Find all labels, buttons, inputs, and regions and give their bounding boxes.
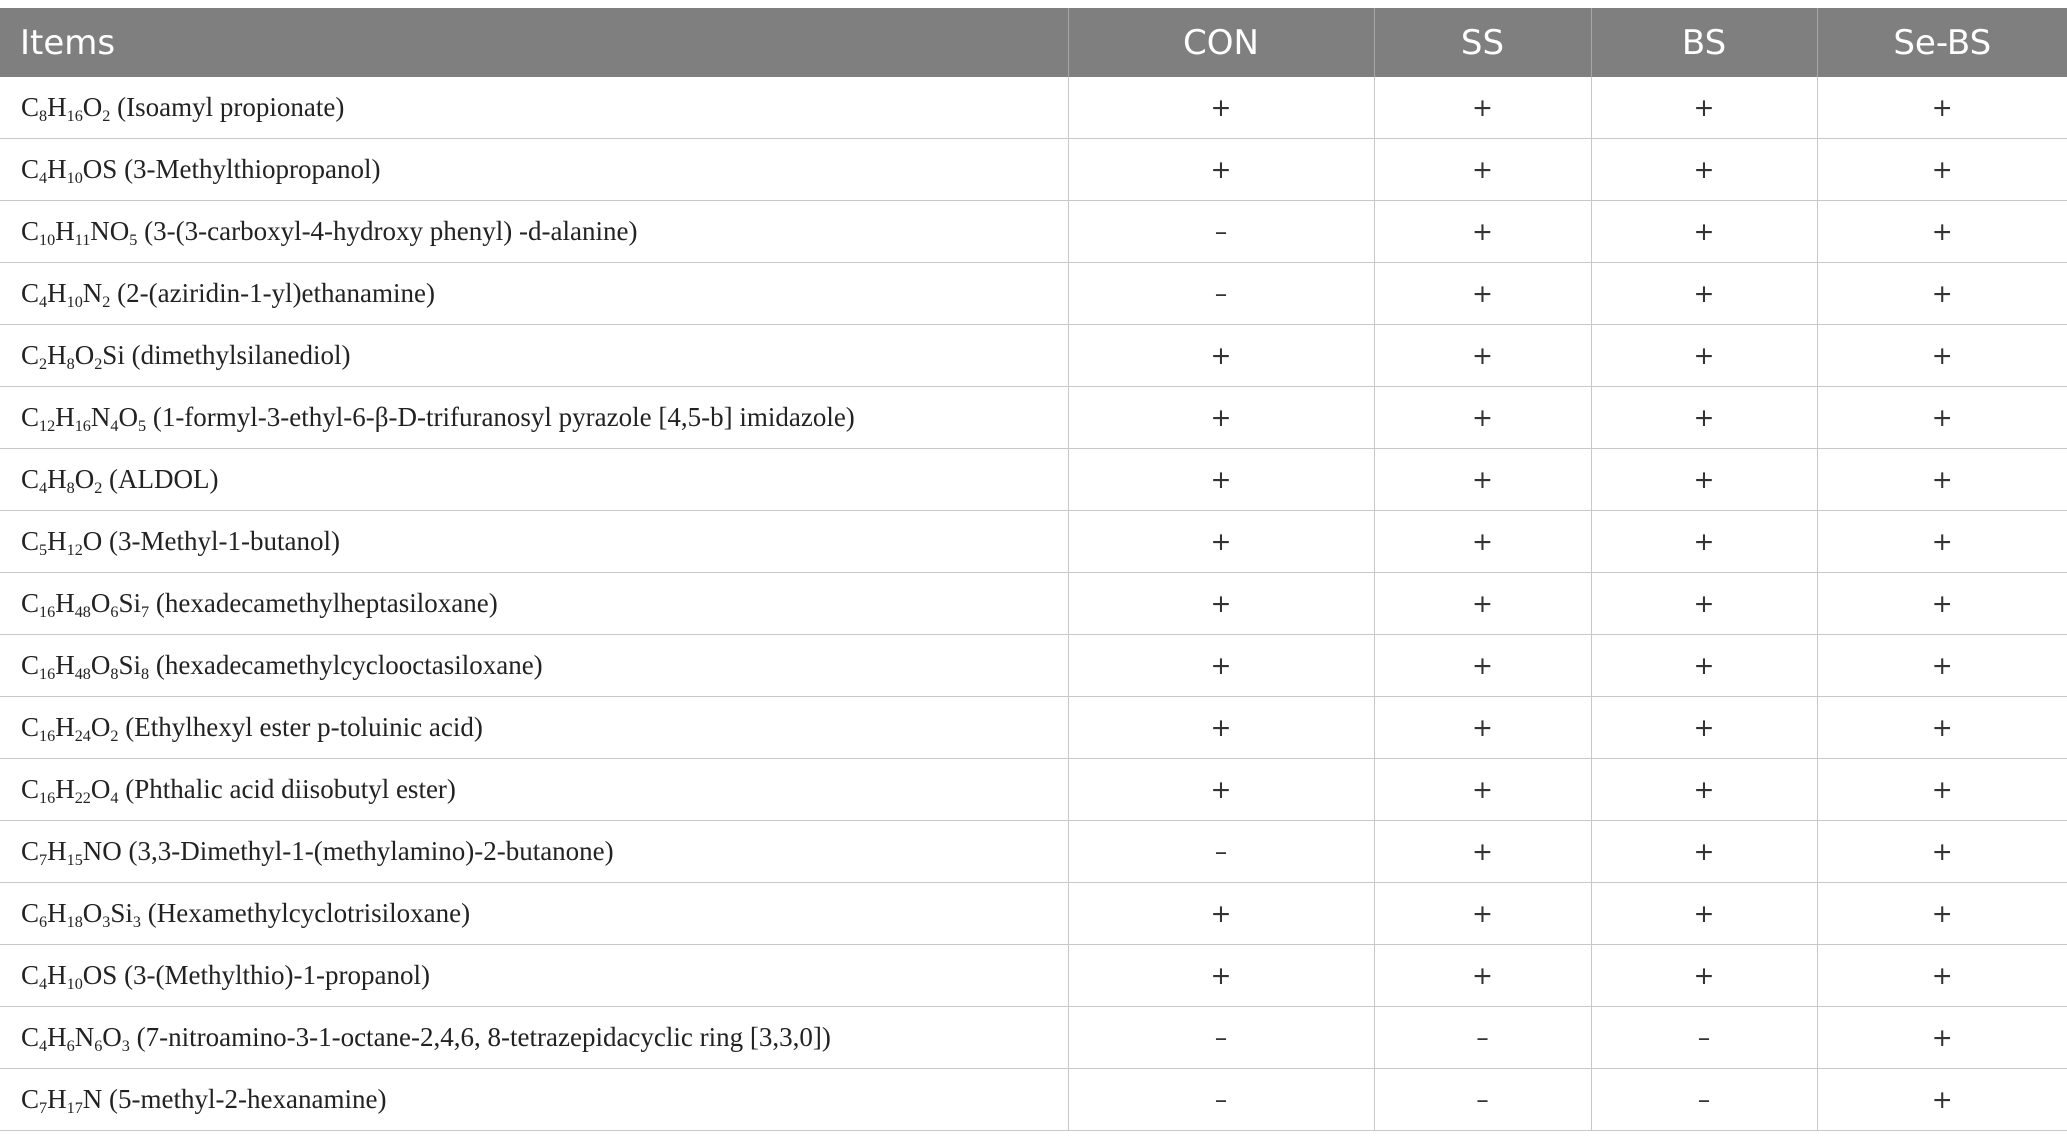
formula-subscript: 10 [66,975,83,994]
formula-element: C [21,464,40,494]
mark-ss: + [1374,573,1591,635]
table-row [0,635,2067,697]
formula-subscript: 15 [66,851,83,870]
formula-subscript: 8 [110,665,119,684]
formula-element: O [118,402,138,432]
mark-se-bs: + [1817,635,2067,697]
item-cell [0,77,1068,139]
mark-con: – [1068,1007,1374,1069]
formula-subscript: 2 [94,479,103,498]
mark-ss: – [1374,1069,1591,1131]
formula-subscript: 16 [39,727,56,746]
table-row [0,263,2067,325]
formula-element: H [47,526,67,556]
item-cell [0,945,1068,1007]
mark-se-bs: + [1817,325,2067,387]
formula-subscript: 48 [74,665,91,684]
table-row [0,759,2067,821]
formula-subscript: 16 [39,603,56,622]
formula-element: C [21,154,40,184]
item-cell [0,697,1068,759]
formula-subscript: 2 [94,355,103,374]
mark-ss: + [1374,201,1591,263]
formula-subscript: 12 [39,417,56,436]
formula-element: H [55,774,75,804]
formula-element: C [21,960,40,990]
mark-bs: + [1591,139,1817,201]
item-cell [0,325,1068,387]
mark-se-bs: + [1817,201,2067,263]
mark-ss: + [1374,945,1591,1007]
formula-subscript: 5 [129,231,138,250]
formula-subscript: 22 [74,789,91,808]
formula-subscript: 4 [39,479,48,498]
mark-con: – [1068,263,1374,325]
item-cell [0,139,1068,201]
formula-element: Si [118,650,142,680]
mark-con: + [1068,697,1374,759]
compound-name: (3,3-Dimethyl-1-(methylamino)-2-butanone) [121,836,614,866]
table-row [0,883,2067,945]
mark-se-bs: + [1817,1007,2067,1069]
table-row [0,1007,2067,1069]
mark-se-bs: + [1817,945,2067,1007]
compound-name: (3-Methylthiopropanol) [117,154,381,184]
item-cell [0,635,1068,697]
formula-subscript: 4 [39,293,48,312]
mark-ss: + [1374,635,1591,697]
formula-element: C [21,216,40,246]
formula-subscript: 24 [74,727,91,746]
mark-con: + [1068,945,1374,1007]
formula-element: H [47,92,67,122]
mark-se-bs: + [1817,449,2067,511]
mark-con: + [1068,449,1374,511]
formula-element: C [21,898,40,928]
formula-element: O [82,526,103,556]
compound-name: (3-Methyl-1-butanol) [102,526,340,556]
item-cell [0,387,1068,449]
formula-subscript: 7 [141,603,150,622]
mark-se-bs: + [1817,697,2067,759]
compound-name: (7-nitroamino-3-1-octane-2,4,6, 8-tetrazepidacyclic ring [3,3,0]) [129,1022,831,1052]
formula-element: Si [110,898,133,928]
mark-con: + [1068,759,1374,821]
formula-subscript: 4 [39,169,48,188]
compound-name: (hexadecamethylcyclooctasiloxane) [149,650,543,680]
formula-element: C [21,774,40,804]
item-cell [0,449,1068,511]
header-bs: BS [1591,8,1817,77]
mark-ss: + [1374,511,1591,573]
table-row [0,77,2067,139]
mark-con: + [1068,77,1374,139]
formula-element: NO [82,836,122,866]
formula-subscript: 2 [39,355,48,374]
formula-subscript: 8 [66,479,75,498]
formula-element: Si [118,588,142,618]
compound-name: (hexadecamethylheptasiloxane) [149,588,498,618]
mark-bs: + [1591,759,1817,821]
formula-element: C [21,526,40,556]
mark-bs: + [1591,945,1817,1007]
formula-element: O [102,1022,122,1052]
formula-element: H [47,278,67,308]
item-cell [0,759,1068,821]
formula-subscript: 7 [39,851,48,870]
formula-subscript: 10 [39,231,56,250]
mark-bs: + [1591,325,1817,387]
item-cell [0,1007,1068,1069]
item-cell [0,573,1068,635]
mark-con: + [1068,325,1374,387]
formula-subscript: 4 [39,975,48,994]
mark-ss: – [1374,1007,1591,1069]
table-row [0,511,2067,573]
mark-bs: + [1591,263,1817,325]
formula-subscript: 10 [66,293,83,312]
item-cell [0,201,1068,263]
mark-con: – [1068,1069,1374,1131]
compound-name: (3-(3-carboxyl-4-hydroxy phenyl) -d-alanine) [137,216,638,246]
formula-subscript: 12 [66,541,83,560]
formula-element: C [21,340,40,370]
mark-ss: + [1374,759,1591,821]
formula-element: C [21,92,40,122]
formula-subscript: 16 [66,107,83,126]
formula-subscript: 4 [39,1037,48,1056]
mark-con: + [1068,511,1374,573]
formula-subscript: 16 [39,789,56,808]
mark-ss: + [1374,263,1591,325]
mark-se-bs: + [1817,77,2067,139]
mark-con: – [1068,821,1374,883]
mark-ss: + [1374,325,1591,387]
formula-element: O [74,464,95,494]
formula-subscript: 4 [110,417,119,436]
item-cell [0,883,1068,945]
formula-subscript: 5 [39,541,48,560]
formula-subscript: 2 [110,727,119,746]
mark-con: + [1068,139,1374,201]
formula-element: C [21,402,40,432]
mark-se-bs: + [1817,759,2067,821]
formula-element: C [21,588,40,618]
formula-element: H [47,1084,67,1114]
compound-name: (Phthalic acid diisobutyl ester) [118,774,456,804]
mark-se-bs: + [1817,573,2067,635]
table-row [0,1069,2067,1131]
table-row [0,945,2067,1007]
formula-element: C [21,1084,40,1114]
formula-element: O [90,588,111,618]
item-cell [0,511,1068,573]
mark-se-bs: + [1817,883,2067,945]
mark-con: + [1068,883,1374,945]
mark-bs: + [1591,635,1817,697]
item-cell [0,1069,1068,1131]
formula-element: Si [102,340,125,370]
formula-subscript: 16 [39,665,56,684]
mark-bs: + [1591,883,1817,945]
mark-bs: + [1591,77,1817,139]
table-row [0,325,2067,387]
mark-bs: – [1591,1069,1817,1131]
formula-subscript: 7 [39,1099,48,1118]
compound-name: (ALDOL) [102,464,219,494]
mark-ss: + [1374,77,1591,139]
formula-subscript: 8 [39,107,48,126]
formula-subscript: 2 [102,107,111,126]
formula-element: H [55,402,75,432]
compound-name: (2-(aziridin-1-yl)ethanamine) [110,278,435,308]
formula-element: H [55,712,75,742]
formula-element: C [21,1022,40,1052]
mark-bs: + [1591,387,1817,449]
formula-element: H [47,960,67,990]
compound-name: (Hexamethylcyclotrisiloxane) [141,898,471,928]
formula-element: H [55,588,75,618]
mark-bs: + [1591,201,1817,263]
formula-element: OS [82,154,118,184]
formula-subscript: 11 [74,231,91,250]
mark-ss: + [1374,821,1591,883]
formula-subscript: 6 [39,913,48,932]
formula-subscript: 3 [132,913,142,932]
formula-subscript: 17 [66,1099,83,1118]
table-row [0,201,2067,263]
compound-name: (1-formyl-3-ethyl-6-β-D-trifuranosyl pyrazole [4,5-b] imidazole) [146,402,855,432]
mark-ss: + [1374,387,1591,449]
mark-bs: + [1591,697,1817,759]
formula-element: C [21,836,40,866]
table-row [0,573,2067,635]
table-body [0,77,2067,1131]
formula-element: O [74,340,95,370]
table-row [0,697,2067,759]
header-ss: SS [1374,8,1591,77]
header-row [0,8,2067,77]
formula-subscript: 6 [94,1037,103,1056]
mark-ss: + [1374,449,1591,511]
compound-table [0,8,2067,1131]
formula-subscript: 18 [66,913,83,932]
formula-subscript: 3 [102,913,111,932]
mark-bs: – [1591,1007,1817,1069]
compound-name: (5-methyl-2-hexanamine) [102,1084,387,1114]
mark-bs: + [1591,511,1817,573]
compound-name: (Isoamyl propionate) [110,92,345,122]
compound-table-container [0,8,2067,1131]
formula-element: O [82,92,103,122]
table-row [0,387,2067,449]
table-row [0,449,2067,511]
item-cell [0,821,1068,883]
formula-element: O [90,712,111,742]
formula-subscript: 48 [74,603,91,622]
mark-con: + [1068,387,1374,449]
formula-subscript: 2 [102,293,111,312]
formula-element: C [21,712,40,742]
formula-subscript: 16 [74,417,91,436]
formula-subscript: 5 [137,417,147,436]
formula-element: H [55,650,75,680]
formula-subscript: 10 [66,169,83,188]
formula-element: H [47,1022,67,1052]
formula-subscript: 6 [110,603,119,622]
formula-element: N [82,1084,103,1114]
formula-element: O [82,898,103,928]
formula-element: H [47,836,67,866]
mark-con: + [1068,573,1374,635]
mark-con: – [1068,201,1374,263]
table-row [0,139,2067,201]
compound-name: (3-(Methylthio)-1-propanol) [117,960,430,990]
mark-se-bs: + [1817,387,2067,449]
formula-subscript: 8 [66,355,75,374]
formula-element: N [82,278,103,308]
mark-ss: + [1374,139,1591,201]
mark-bs: + [1591,573,1817,635]
formula-subscript: 8 [141,665,150,684]
mark-se-bs: + [1817,139,2067,201]
table-header [0,8,2067,77]
compound-name: (Ethylhexyl ester p-toluinic acid) [118,712,483,742]
table-row [0,821,2067,883]
mark-bs: + [1591,821,1817,883]
mark-se-bs: + [1817,511,2067,573]
header-items: Items [0,8,1068,77]
mark-ss: + [1374,697,1591,759]
formula-element: C [21,278,40,308]
formula-element: H [47,464,67,494]
formula-element: O [90,650,111,680]
formula-subscript: 6 [66,1037,75,1056]
formula-element: N [90,402,111,432]
compound-name: (dimethylsilanediol) [124,340,351,370]
mark-ss: + [1374,883,1591,945]
mark-con: + [1068,635,1374,697]
formula-element: H [47,340,67,370]
formula-element: OS [82,960,118,990]
mark-se-bs: + [1817,1069,2067,1131]
formula-element: NO [90,216,130,246]
formula-element: O [90,774,111,804]
formula-element: C [21,650,40,680]
formula-subscript: 3 [121,1037,130,1056]
formula-element: H [47,154,67,184]
mark-se-bs: + [1817,821,2067,883]
header-con: CON [1068,8,1374,77]
mark-se-bs: + [1817,263,2067,325]
header-se-bs: Se-BS [1817,8,2067,77]
formula-element: H [55,216,75,246]
item-cell [0,263,1068,325]
formula-element: H [47,898,67,928]
formula-subscript: 4 [110,789,119,808]
formula-element: N [74,1022,95,1052]
mark-bs: + [1591,449,1817,511]
